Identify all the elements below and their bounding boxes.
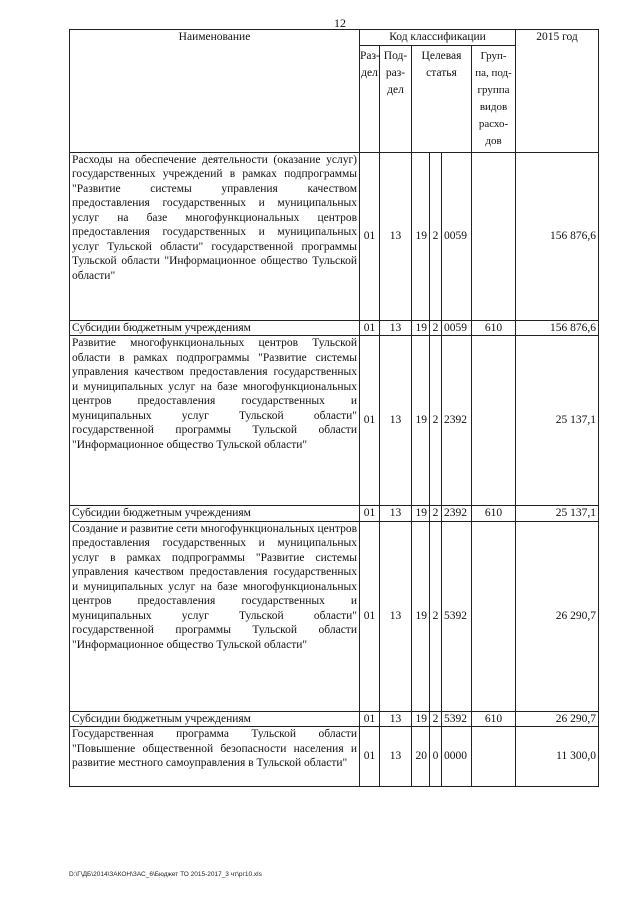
row-target-code-3: 0059: [442, 152, 472, 320]
header-section: Раз- дел: [360, 45, 380, 152]
row-target-code-3: 2392: [442, 506, 472, 522]
table-header: [70, 30, 599, 153]
row-target-code-2: 2: [430, 336, 442, 506]
header-expense-group: Груп- па, под- группа видов расхо- дов: [472, 45, 516, 152]
row-amount: 156 876,6: [516, 152, 599, 320]
row-name: Государственная программа Тульской области "Повышение общественной безопасности населения и развитие местного самоуправления в Тульской области": [70, 727, 360, 787]
header-subsection: Под- раз- дел: [380, 45, 412, 152]
row-target-code-3: 0000: [442, 727, 472, 787]
row-section: 01: [360, 727, 380, 787]
row-subsection: 13: [380, 711, 412, 727]
row-amount: 26 290,7: [516, 711, 599, 727]
table-row: [70, 521, 599, 711]
row-expense-group: 610: [472, 506, 516, 522]
row-target-code-2: 2: [430, 152, 442, 320]
row-target-code-1: 19: [412, 711, 430, 727]
row-section: 01: [360, 521, 380, 711]
row-section: 01: [360, 336, 380, 506]
table-row: [70, 336, 599, 506]
row-target-code-1: 19: [412, 152, 430, 320]
table-row: [70, 727, 599, 787]
row-subsection: 13: [380, 320, 412, 336]
row-expense-group: [472, 727, 516, 787]
page-number: 12: [334, 16, 346, 30]
row-subsection: 13: [380, 506, 412, 522]
row-target-code-3: 5392: [442, 521, 472, 711]
row-name: Субсидии бюджетным учреждениям: [70, 711, 360, 727]
table-body: [70, 152, 599, 787]
row-subsection: 13: [380, 521, 412, 711]
row-amount: 26 290,7: [516, 521, 599, 711]
row-name: Субсидии бюджетным учреждениям: [70, 320, 360, 336]
table-row: [70, 711, 599, 727]
row-target-code-1: 19: [412, 521, 430, 711]
row-name: Расходы на обеспечение деятельности (оказание услуг) государственных учреждений в рамках подпрограммы "Развитие системы управления качеством предоставления государственных и муниципальных услуг на базе многофункциональных центров предоставления государственных и муниципальных услуг Тульской области" государственной программы Тульской области "Информационное общество Тульской области": [70, 152, 360, 320]
header-target-article: Целевая статья: [412, 45, 472, 152]
header-classification: Код классификации: [360, 30, 516, 46]
row-subsection: 13: [380, 152, 412, 320]
row-section: 01: [360, 152, 380, 320]
row-section: 01: [360, 711, 380, 727]
row-expense-group: [472, 521, 516, 711]
file-path-footer: D:\Г\ДБ\2014\ЗАКОН\ЗАС_6\Бюджет ТО 2015-2017_3 чт\рг10.xls: [69, 871, 262, 878]
row-expense-group: [472, 336, 516, 506]
table-row: [70, 320, 599, 336]
row-expense-group: 610: [472, 320, 516, 336]
row-target-code-3: 5392: [442, 711, 472, 727]
row-expense-group: 610: [472, 711, 516, 727]
header-year: 2015 год: [516, 30, 599, 153]
table-row: [70, 506, 599, 522]
row-subsection: 13: [380, 727, 412, 787]
row-subsection: 13: [380, 336, 412, 506]
row-name: Создание и развитие сети многофункциональных центров предоставления государственных и муниципальных услуг в рамках подпрограммы "Развитие системы управления качеством предоставления государственных и муниципальных услуг на базе многофункциональных центров предоставления государственных и муниципальных услуг Тульской области" государственной программы Тульской области "Информационное общество Тульской области": [70, 521, 360, 711]
row-name: Субсидии бюджетным учреждениям: [70, 506, 360, 522]
budget-table: [69, 29, 599, 787]
row-target-code-3: 2392: [442, 336, 472, 506]
row-target-code-1: 19: [412, 320, 430, 336]
row-target-code-1: 19: [412, 336, 430, 506]
row-amount: 11 300,0: [516, 727, 599, 787]
row-section: 01: [360, 320, 380, 336]
row-target-code-1: 20: [412, 727, 430, 787]
row-amount: 25 137,1: [516, 506, 599, 522]
row-section: 01: [360, 506, 380, 522]
row-name: Развитие многофункциональных центров Тульской области в рамках подпрограммы "Развитие системы управления качеством предоставления государственных и муниципальных услуг на базе многофункциональных центров предоставления государственных и муниципальных услуг Тульской области" государственной программы Тульской области "Информационное общество Тульской области": [70, 336, 360, 506]
row-expense-group: [472, 152, 516, 320]
row-target-code-2: 0: [430, 727, 442, 787]
row-target-code-2: 2: [430, 320, 442, 336]
header-name: Наименование: [70, 30, 360, 153]
row-target-code-3: 0059: [442, 320, 472, 336]
row-amount: 25 137,1: [516, 336, 599, 506]
row-amount: 156 876,6: [516, 320, 599, 336]
row-target-code-2: 2: [430, 711, 442, 727]
row-target-code-2: 2: [430, 521, 442, 711]
table-row: [70, 152, 599, 320]
row-target-code-2: 2: [430, 506, 442, 522]
row-target-code-1: 19: [412, 506, 430, 522]
